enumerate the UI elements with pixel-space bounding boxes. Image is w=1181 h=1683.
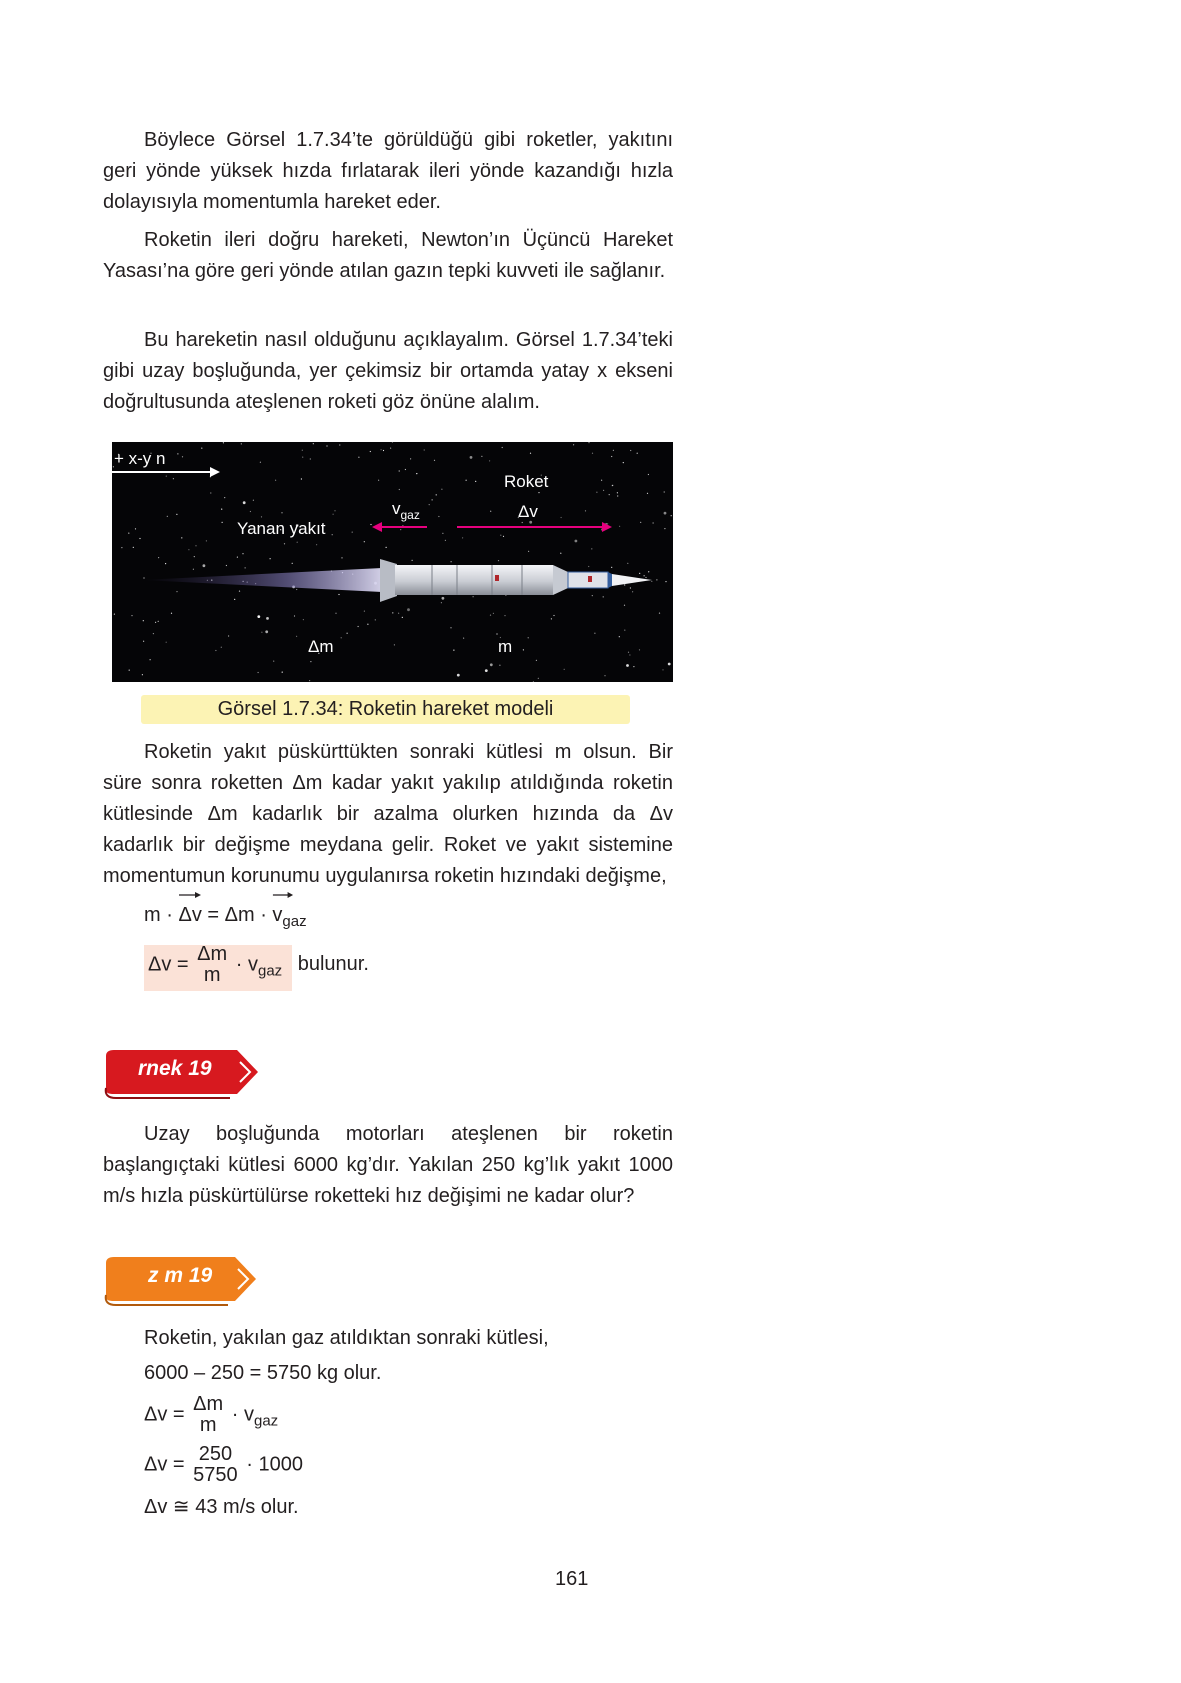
star bbox=[410, 458, 411, 459]
star bbox=[181, 537, 182, 538]
star bbox=[473, 596, 474, 597]
solution-result: Δv ≅ 43 m/s olur. bbox=[144, 1496, 299, 1518]
star bbox=[405, 469, 406, 470]
star bbox=[596, 492, 597, 493]
star bbox=[538, 678, 539, 679]
star bbox=[128, 533, 129, 534]
star bbox=[302, 450, 303, 451]
star bbox=[398, 613, 399, 614]
star bbox=[158, 621, 159, 622]
star bbox=[588, 566, 589, 567]
star bbox=[347, 633, 348, 634]
star bbox=[223, 442, 224, 443]
star bbox=[392, 612, 393, 613]
star bbox=[538, 492, 539, 493]
star bbox=[450, 627, 451, 628]
star bbox=[438, 516, 439, 517]
star bbox=[612, 485, 613, 486]
star bbox=[611, 567, 612, 568]
star bbox=[429, 504, 430, 505]
example-tag-label: rnek 19 bbox=[138, 1057, 212, 1080]
star bbox=[139, 538, 140, 539]
star bbox=[402, 617, 403, 618]
star bbox=[273, 661, 274, 662]
star bbox=[224, 497, 225, 498]
star bbox=[656, 579, 657, 580]
star bbox=[257, 615, 260, 618]
paragraph-explanation: Roketin yakıt püskürttükten sonraki kütlesi m olsun. Bir süre sonra roketten Δm kadar yakıt yakılıp atıldığında roketin kütlesinde Δm kadarlık bir azalma olurken hızında da Δv kadarlık bir değişme meydana gelir. Roket ve yakıt sistemine momentumun korunumu uygulanırsa roketin hızındaki değişme, bbox=[103, 741, 673, 887]
solution-fraction-dm-m: Δm m bbox=[193, 1393, 224, 1436]
star bbox=[604, 675, 605, 676]
solution-line-1: Roketin, yakılan gaz atıldıktan sonraki kütlesi, bbox=[144, 1327, 549, 1349]
star bbox=[481, 456, 482, 457]
star bbox=[338, 594, 339, 595]
star bbox=[194, 556, 195, 557]
star bbox=[221, 647, 222, 648]
star bbox=[281, 512, 282, 513]
star bbox=[466, 480, 467, 481]
star bbox=[333, 514, 334, 515]
star bbox=[237, 557, 238, 558]
star bbox=[463, 638, 464, 639]
star bbox=[390, 448, 391, 449]
rocket-label: Roket bbox=[504, 472, 549, 491]
star bbox=[284, 543, 285, 544]
star bbox=[489, 460, 490, 461]
star bbox=[412, 560, 413, 561]
star bbox=[503, 536, 504, 537]
star bbox=[502, 447, 503, 448]
star bbox=[624, 584, 625, 585]
star bbox=[617, 492, 618, 493]
space-background bbox=[112, 442, 673, 682]
star bbox=[182, 456, 183, 457]
star bbox=[639, 573, 640, 574]
star bbox=[470, 456, 473, 459]
star bbox=[436, 494, 437, 495]
star bbox=[239, 591, 240, 592]
star bbox=[573, 444, 574, 445]
star bbox=[282, 672, 283, 673]
star bbox=[498, 560, 499, 561]
star bbox=[121, 547, 122, 548]
star bbox=[316, 544, 317, 545]
vgaz-label: $v_{gaz}$ bbox=[392, 499, 420, 522]
star bbox=[221, 509, 222, 510]
star bbox=[176, 591, 177, 592]
star bbox=[499, 665, 500, 666]
star bbox=[135, 528, 136, 529]
star bbox=[176, 514, 177, 515]
star bbox=[383, 450, 384, 451]
momentum-equation bbox=[144, 903, 307, 934]
star bbox=[261, 632, 262, 633]
star bbox=[241, 443, 242, 444]
star bbox=[575, 540, 578, 543]
star bbox=[143, 620, 144, 621]
star bbox=[228, 635, 229, 636]
star bbox=[195, 545, 196, 546]
star bbox=[619, 636, 620, 637]
star bbox=[490, 663, 493, 666]
star bbox=[177, 453, 178, 454]
star bbox=[339, 444, 340, 445]
star bbox=[150, 659, 151, 660]
star bbox=[551, 618, 552, 619]
star bbox=[441, 489, 442, 490]
star bbox=[493, 613, 494, 614]
star bbox=[588, 442, 589, 443]
example-tag bbox=[102, 1048, 262, 1105]
star bbox=[253, 500, 254, 501]
star bbox=[114, 614, 115, 615]
star bbox=[592, 453, 593, 454]
star bbox=[442, 597, 445, 600]
star bbox=[133, 547, 134, 548]
star bbox=[386, 547, 387, 548]
star bbox=[651, 581, 652, 582]
star bbox=[153, 633, 154, 634]
star bbox=[210, 492, 211, 493]
star bbox=[560, 553, 561, 554]
star bbox=[445, 540, 446, 541]
star bbox=[629, 654, 630, 655]
star bbox=[129, 670, 130, 671]
star bbox=[173, 478, 174, 479]
burning-fuel-label: Yanan yakıt bbox=[237, 519, 326, 538]
star bbox=[381, 449, 382, 450]
star bbox=[653, 522, 654, 523]
star bbox=[500, 535, 501, 536]
star bbox=[442, 533, 443, 534]
star bbox=[143, 641, 144, 642]
eq1-m: m · bbox=[144, 904, 173, 926]
vector-arrow-icon bbox=[272, 890, 294, 900]
star bbox=[260, 462, 261, 463]
star bbox=[143, 577, 144, 578]
star bbox=[407, 608, 410, 611]
star bbox=[632, 591, 633, 592]
star bbox=[564, 669, 565, 670]
page-number: 161 bbox=[555, 1568, 589, 1590]
paragraph-intro-1: Böylece Görsel 1.7.34’te görüldüğü gibi roketler, yakıtını geri yönde yüksek hızda fırlatarak ileri yönde kazandığı hızla dolayısıyla momentumla hareket eder. bbox=[103, 129, 673, 213]
star bbox=[504, 615, 505, 616]
star bbox=[158, 557, 159, 558]
star bbox=[326, 445, 327, 446]
paragraph-intro-2: Roketin ileri doğru hareketi, Newton’ın Üçüncü Hareket Yasası’na göre geri yönde atılan gazın tepki kuvveti ile sağlanır. bbox=[103, 229, 673, 282]
star bbox=[394, 644, 395, 645]
star bbox=[303, 619, 304, 620]
star bbox=[242, 553, 243, 554]
star bbox=[313, 443, 314, 444]
star bbox=[358, 457, 359, 458]
star bbox=[188, 549, 189, 550]
star bbox=[457, 674, 460, 677]
star bbox=[203, 564, 206, 567]
star bbox=[399, 489, 400, 490]
star bbox=[441, 602, 442, 603]
star bbox=[627, 563, 628, 564]
paragraph-intro-3: Bu hareketin nasıl olduğunu açıklayalım. Görsel 1.7.34’teki gibi uzay boşluğunda, yer çekimsiz bir ortamda yatay x ekseni doğrultusunda ateşlenen roketi göz önüne alalım. bbox=[103, 329, 673, 413]
star bbox=[619, 526, 620, 527]
star bbox=[222, 522, 223, 523]
figure-caption: Görsel 1.7.34: Roketin hareket modeli bbox=[141, 695, 630, 724]
velocity-change-formula: Δv = Δm m · $v_{gaz}$ bulunur. bbox=[148, 943, 369, 986]
bulunur-text: bulunur. bbox=[297, 953, 369, 976]
star bbox=[131, 615, 132, 616]
star bbox=[399, 470, 400, 471]
star bbox=[294, 615, 295, 616]
star bbox=[370, 524, 371, 525]
star bbox=[451, 561, 452, 562]
star bbox=[335, 613, 336, 614]
star bbox=[310, 661, 311, 662]
star bbox=[266, 617, 269, 620]
star bbox=[490, 511, 491, 512]
star bbox=[296, 589, 297, 590]
star bbox=[250, 511, 251, 512]
star bbox=[561, 517, 562, 518]
star bbox=[424, 449, 425, 450]
star bbox=[432, 499, 433, 500]
star bbox=[609, 494, 610, 495]
star bbox=[640, 522, 641, 523]
star bbox=[528, 637, 529, 638]
solution-formula: Δv = Δm m · $v_{gaz}$ bbox=[144, 1393, 279, 1436]
star bbox=[626, 664, 629, 667]
star bbox=[594, 633, 595, 634]
star bbox=[245, 567, 246, 568]
star bbox=[662, 669, 663, 670]
star bbox=[648, 571, 649, 572]
star bbox=[341, 637, 342, 638]
star bbox=[630, 450, 631, 451]
star bbox=[665, 581, 666, 582]
star bbox=[166, 476, 167, 477]
star bbox=[585, 510, 586, 511]
star bbox=[302, 457, 303, 458]
star bbox=[370, 451, 371, 452]
star bbox=[434, 460, 435, 461]
star bbox=[601, 480, 602, 481]
star bbox=[613, 450, 614, 451]
star bbox=[490, 615, 491, 616]
m-label: m bbox=[498, 637, 513, 656]
star bbox=[297, 542, 298, 543]
star bbox=[155, 622, 156, 623]
star bbox=[166, 642, 167, 643]
star bbox=[416, 473, 417, 474]
star bbox=[234, 599, 235, 600]
dm-label: Δm bbox=[308, 637, 334, 656]
star bbox=[485, 669, 488, 672]
star bbox=[664, 528, 665, 529]
star bbox=[341, 557, 342, 558]
star bbox=[637, 453, 638, 454]
star bbox=[275, 480, 276, 481]
star bbox=[165, 563, 166, 564]
star bbox=[603, 490, 604, 491]
star bbox=[528, 551, 529, 552]
star bbox=[668, 663, 671, 666]
example-question: Uzay boşluğunda motorları ateşlenen bir roketin başlangıçtaki kütlesi 6000 kg’dır. Yakılan 250 kg’lık yakıt 1000 m/s hızla püskürtülürse roketteki hız değişimi ne kadar olur? bbox=[103, 1123, 673, 1207]
star bbox=[617, 495, 618, 496]
star bbox=[530, 453, 531, 454]
star bbox=[258, 672, 259, 673]
rocket-illustration bbox=[112, 442, 673, 682]
star bbox=[167, 516, 168, 517]
rocket-figure bbox=[112, 442, 673, 682]
star bbox=[523, 649, 524, 650]
direction-label: + x-y n bbox=[114, 449, 166, 468]
eq1-equals: = Δm · bbox=[207, 904, 267, 926]
star bbox=[367, 624, 368, 625]
star bbox=[296, 636, 297, 637]
star bbox=[334, 510, 335, 511]
star bbox=[639, 649, 640, 650]
star bbox=[215, 650, 216, 651]
star bbox=[633, 666, 634, 667]
star bbox=[624, 605, 625, 606]
solution-substitution: Δv = 250 5750 · 1000 bbox=[144, 1443, 303, 1486]
star bbox=[310, 458, 311, 459]
star bbox=[270, 558, 271, 559]
star bbox=[193, 569, 194, 570]
star bbox=[142, 674, 143, 675]
star bbox=[630, 587, 631, 588]
star bbox=[375, 619, 376, 620]
star bbox=[206, 540, 207, 541]
star bbox=[644, 575, 645, 576]
star bbox=[364, 611, 365, 612]
star bbox=[292, 563, 293, 564]
solution-tag-label: z m 19 bbox=[148, 1264, 213, 1287]
star bbox=[522, 522, 523, 523]
star bbox=[659, 613, 660, 614]
star bbox=[352, 532, 353, 533]
star bbox=[645, 577, 646, 578]
star bbox=[226, 565, 227, 566]
vector-arrow-icon bbox=[178, 890, 202, 900]
star bbox=[358, 626, 359, 627]
solution-line-2: 6000 – 250 = 5750 kg olur. bbox=[144, 1362, 382, 1384]
star bbox=[607, 523, 608, 524]
star bbox=[529, 521, 532, 524]
eq1-dv-vector: Δv bbox=[178, 903, 201, 927]
star bbox=[592, 595, 593, 596]
star bbox=[378, 480, 379, 481]
star bbox=[603, 596, 604, 597]
star bbox=[261, 516, 262, 517]
star bbox=[553, 615, 554, 616]
star bbox=[611, 456, 612, 457]
star bbox=[671, 515, 672, 516]
star bbox=[647, 493, 648, 494]
solution-fraction-numbers: 250 5750 bbox=[193, 1443, 238, 1486]
star bbox=[628, 652, 629, 653]
star bbox=[309, 680, 310, 681]
star bbox=[400, 529, 401, 530]
fraction-dm-m: Δm m bbox=[197, 943, 228, 986]
star bbox=[171, 613, 172, 614]
star bbox=[475, 481, 476, 482]
star bbox=[536, 660, 537, 661]
star bbox=[332, 534, 333, 535]
star bbox=[364, 541, 365, 542]
star bbox=[201, 448, 202, 449]
star bbox=[496, 633, 497, 634]
star bbox=[265, 630, 268, 633]
star bbox=[301, 478, 302, 479]
solution-tag bbox=[102, 1255, 260, 1312]
dv-label: Δv bbox=[518, 502, 538, 521]
star bbox=[591, 548, 592, 549]
star bbox=[624, 630, 625, 631]
star bbox=[648, 474, 649, 475]
star bbox=[243, 501, 246, 504]
star bbox=[664, 512, 667, 515]
star bbox=[462, 537, 463, 538]
star bbox=[623, 462, 624, 463]
eq1-vgaz-vector: $v_{gaz}$ bbox=[272, 903, 306, 934]
star bbox=[664, 491, 665, 492]
star bbox=[453, 650, 454, 651]
